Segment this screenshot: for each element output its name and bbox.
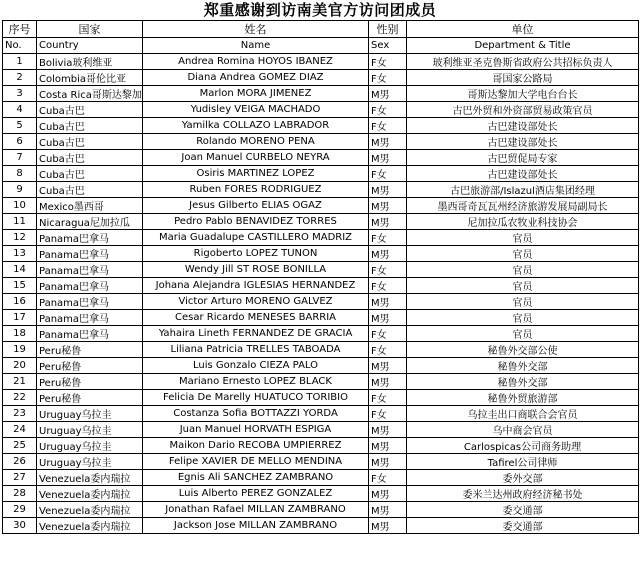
cell-no: 4 bbox=[3, 102, 37, 118]
cell-unit: 秘鲁外交部 bbox=[407, 374, 639, 390]
cell-unit: 委交通部 bbox=[407, 518, 639, 534]
cell-name: Luis Alberto PEREZ GONZALEZ bbox=[143, 486, 369, 502]
header-row-en bbox=[3, 38, 639, 54]
header-row-cn bbox=[3, 21, 639, 38]
cell-unit: 秘鲁外交部 bbox=[407, 358, 639, 374]
cell-name: Pedro Pablo BENAVIDEZ TORRES bbox=[143, 214, 369, 230]
table-row bbox=[3, 150, 639, 166]
cell-no: 22 bbox=[3, 390, 37, 406]
cell-country: Panama巴拿马 bbox=[37, 310, 143, 326]
cell-sex: M男 bbox=[369, 134, 407, 150]
cell-sex: M男 bbox=[369, 502, 407, 518]
table-row bbox=[3, 182, 639, 198]
cell-country: Colombia哥伦比亚 bbox=[37, 70, 143, 86]
table-row bbox=[3, 390, 639, 406]
cell-sex: F女 bbox=[369, 230, 407, 246]
cell-name: Yudisley VEIGA MACHADO bbox=[143, 102, 369, 118]
cell-unit: 官员 bbox=[407, 326, 639, 342]
cell-no: 11 bbox=[3, 214, 37, 230]
cell-no: 10 bbox=[3, 198, 37, 214]
cell-sex: M男 bbox=[369, 310, 407, 326]
cell-country: Nicaragua尼加拉瓜 bbox=[37, 214, 143, 230]
cell-name: Liliana Patricia TRELLES TABOADA bbox=[143, 342, 369, 358]
table-row bbox=[3, 54, 639, 70]
cell-unit: Tafirel公司律师 bbox=[407, 454, 639, 470]
cell-unit: 官员 bbox=[407, 310, 639, 326]
col-header-unit-cn: 单位 bbox=[407, 21, 639, 38]
table-row bbox=[3, 406, 639, 422]
cell-sex: M男 bbox=[369, 422, 407, 438]
table-row bbox=[3, 454, 639, 470]
cell-no: 25 bbox=[3, 438, 37, 454]
cell-unit: 哥国家公路局 bbox=[407, 70, 639, 86]
table-row bbox=[3, 246, 639, 262]
cell-name: Jesus Gilberto ELIAS OGAZ bbox=[143, 198, 369, 214]
cell-name: Diana Andrea GOMEZ DIAZ bbox=[143, 70, 369, 86]
cell-sex: F女 bbox=[369, 166, 407, 182]
cell-name: Ruben FORES RODRIGUEZ bbox=[143, 182, 369, 198]
cell-name: Maria Guadalupe CASTILLERO MADRIZ bbox=[143, 230, 369, 246]
cell-no: 5 bbox=[3, 118, 37, 134]
cell-no: 8 bbox=[3, 166, 37, 182]
cell-sex: F女 bbox=[369, 118, 407, 134]
cell-no: 28 bbox=[3, 486, 37, 502]
cell-name: Jonathan Rafael MILLAN ZAMBRANO bbox=[143, 502, 369, 518]
cell-country: Venezuela委内瑞拉 bbox=[37, 518, 143, 534]
cell-sex: F女 bbox=[369, 70, 407, 86]
cell-unit: 委米兰达州政府经济秘书处 bbox=[407, 486, 639, 502]
table-row bbox=[3, 438, 639, 454]
cell-unit: 官员 bbox=[407, 246, 639, 262]
cell-unit: 委外交部 bbox=[407, 470, 639, 486]
cell-sex: M男 bbox=[369, 150, 407, 166]
cell-name: Juan Manuel HORVATH ESPIGA bbox=[143, 422, 369, 438]
cell-unit: 委交通部 bbox=[407, 502, 639, 518]
cell-name: Felicia De Marelly HUATUCO TORIBIO bbox=[143, 390, 369, 406]
col-header-unit-en: Department & Title bbox=[407, 38, 639, 54]
cell-unit: 墨西哥奇瓦瓦州经济旅游发展局副局长 bbox=[407, 198, 639, 214]
cell-sex: M男 bbox=[369, 438, 407, 454]
cell-country: Bolivia玻利维亚 bbox=[37, 54, 143, 70]
cell-name: Costanza Sofia BOTTAZZI YORDA bbox=[143, 406, 369, 422]
page-title: 郑重感谢到访南美官方访问团成员 bbox=[203, 1, 437, 19]
cell-sex: M男 bbox=[369, 182, 407, 198]
cell-no: 12 bbox=[3, 230, 37, 246]
cell-name: Jackson Jose MILLAN ZAMBRANO bbox=[143, 518, 369, 534]
table-row bbox=[3, 310, 639, 326]
table-row bbox=[3, 422, 639, 438]
cell-unit: 尼加拉瓜农牧业科技协会 bbox=[407, 214, 639, 230]
cell-country: Panama巴拿马 bbox=[37, 262, 143, 278]
cell-no: 6 bbox=[3, 134, 37, 150]
cell-name: Cesar Ricardo MENESES BARRIA bbox=[143, 310, 369, 326]
cell-no: 30 bbox=[3, 518, 37, 534]
table-row bbox=[3, 278, 639, 294]
cell-sex: M男 bbox=[369, 294, 407, 310]
cell-unit: 古巴建设部处长 bbox=[407, 166, 639, 182]
cell-country: Venezuela委内瑞拉 bbox=[37, 486, 143, 502]
cell-country: Mexico墨西哥 bbox=[37, 198, 143, 214]
cell-no: 1 bbox=[3, 54, 37, 70]
cell-unit: 古巴外贸和外资部贸易政策官员 bbox=[407, 102, 639, 118]
cell-sex: F女 bbox=[369, 54, 407, 70]
cell-name: Rolando MORENO PENA bbox=[143, 134, 369, 150]
cell-sex: F女 bbox=[369, 470, 407, 486]
cell-country: Panama巴拿马 bbox=[37, 230, 143, 246]
table-row bbox=[3, 134, 639, 150]
table-row bbox=[3, 70, 639, 86]
cell-unit: 乌中商会官员 bbox=[407, 422, 639, 438]
cell-unit: 秘鲁外贸旅游部 bbox=[407, 390, 639, 406]
cell-name: Joan Manuel CURBELO NEYRA bbox=[143, 150, 369, 166]
table-row bbox=[3, 358, 639, 374]
cell-no: 13 bbox=[3, 246, 37, 262]
col-header-no-en: No. bbox=[3, 38, 37, 54]
table-row bbox=[3, 342, 639, 358]
cell-no: 23 bbox=[3, 406, 37, 422]
cell-unit: 古巴贸促局专家 bbox=[407, 150, 639, 166]
cell-country: Venezuela委内瑞拉 bbox=[37, 502, 143, 518]
cell-sex: M男 bbox=[369, 214, 407, 230]
cell-no: 26 bbox=[3, 454, 37, 470]
table-row bbox=[3, 374, 639, 390]
cell-sex: M男 bbox=[369, 198, 407, 214]
col-header-no-cn: 序号 bbox=[3, 21, 37, 38]
cell-no: 3 bbox=[3, 86, 37, 102]
table-row bbox=[3, 86, 639, 102]
cell-name: Yamilka COLLAZO LABRADOR bbox=[143, 118, 369, 134]
cell-unit: 官员 bbox=[407, 294, 639, 310]
table-row bbox=[3, 486, 639, 502]
cell-name: Johana Alejandra IGLESIAS HERNANDEZ bbox=[143, 278, 369, 294]
cell-no: 20 bbox=[3, 358, 37, 374]
table-row bbox=[3, 118, 639, 134]
cell-name: Maikon Dario RECOBA UMPIERREZ bbox=[143, 438, 369, 454]
cell-no: 29 bbox=[3, 502, 37, 518]
cell-unit: 古巴建设部处长 bbox=[407, 134, 639, 150]
cell-no: 15 bbox=[3, 278, 37, 294]
cell-sex: M男 bbox=[369, 358, 407, 374]
cell-sex: F女 bbox=[369, 326, 407, 342]
col-header-country-en: Country bbox=[37, 38, 143, 54]
cell-name: Egnis Ali SANCHEZ ZAMBRANO bbox=[143, 470, 369, 486]
cell-unit: 乌拉圭出口商联合会官员 bbox=[407, 406, 639, 422]
cell-country: Peru秘鲁 bbox=[37, 390, 143, 406]
cell-unit: 官员 bbox=[407, 278, 639, 294]
cell-no: 21 bbox=[3, 374, 37, 390]
table-row bbox=[3, 502, 639, 518]
cell-sex: M男 bbox=[369, 454, 407, 470]
table-row bbox=[3, 198, 639, 214]
cell-country: Costa Rica哥斯达黎加 bbox=[37, 86, 143, 102]
cell-sex: M男 bbox=[369, 374, 407, 390]
cell-sex: M男 bbox=[369, 86, 407, 102]
cell-country: Peru秘鲁 bbox=[37, 342, 143, 358]
col-header-sex-en: Sex bbox=[369, 38, 407, 54]
cell-name: Andrea Romina HOYOS IBANEZ bbox=[143, 54, 369, 70]
cell-no: 7 bbox=[3, 150, 37, 166]
cell-name: Mariano Ernesto LOPEZ BLACK bbox=[143, 374, 369, 390]
cell-unit: 官员 bbox=[407, 262, 639, 278]
cell-no: 16 bbox=[3, 294, 37, 310]
col-header-sex-cn: 性别 bbox=[369, 21, 407, 38]
table-row bbox=[3, 102, 639, 118]
cell-sex: F女 bbox=[369, 406, 407, 422]
cell-unit: 古巴旅游部/Islazul酒店集团经理 bbox=[407, 182, 639, 198]
cell-country: Panama巴拿马 bbox=[37, 278, 143, 294]
cell-country: Uruguay乌拉圭 bbox=[37, 406, 143, 422]
cell-sex: F女 bbox=[369, 278, 407, 294]
cell-no: 27 bbox=[3, 470, 37, 486]
cell-no: 17 bbox=[3, 310, 37, 326]
cell-country: Uruguay乌拉圭 bbox=[37, 454, 143, 470]
cell-name: Felipe XAVIER DE MELLO MENDINA bbox=[143, 454, 369, 470]
cell-sex: F女 bbox=[369, 390, 407, 406]
table-row bbox=[3, 326, 639, 342]
cell-country: Peru秘鲁 bbox=[37, 358, 143, 374]
cell-country: Cuba古巴 bbox=[37, 150, 143, 166]
cell-sex: M男 bbox=[369, 246, 407, 262]
table-row bbox=[3, 518, 639, 534]
cell-country: Cuba古巴 bbox=[37, 102, 143, 118]
cell-name: Yahaira Lineth FERNANDEZ DE GRACIA bbox=[143, 326, 369, 342]
table-row bbox=[3, 214, 639, 230]
cell-country: Cuba古巴 bbox=[37, 182, 143, 198]
cell-country: Panama巴拿马 bbox=[37, 326, 143, 342]
col-header-name-en: Name bbox=[143, 38, 369, 54]
table-row bbox=[3, 262, 639, 278]
cell-name: Wendy Jill ST ROSE BONILLA bbox=[143, 262, 369, 278]
cell-country: Cuba古巴 bbox=[37, 166, 143, 182]
cell-no: 2 bbox=[3, 70, 37, 86]
cell-name: Victor Arturo MORENO GALVEZ bbox=[143, 294, 369, 310]
cell-unit: 秘鲁外交部公使 bbox=[407, 342, 639, 358]
cell-sex: M男 bbox=[369, 518, 407, 534]
cell-name: Marlon MORA JIMENEZ bbox=[143, 86, 369, 102]
cell-no: 18 bbox=[3, 326, 37, 342]
cell-country: Cuba古巴 bbox=[37, 118, 143, 134]
cell-no: 19 bbox=[3, 342, 37, 358]
table-row bbox=[3, 294, 639, 310]
delegation-table bbox=[2, 20, 639, 534]
cell-unit: Carlospicas公司商务助理 bbox=[407, 438, 639, 454]
col-header-name-cn: 姓名 bbox=[143, 21, 369, 38]
table-row bbox=[3, 470, 639, 486]
cell-unit: 官员 bbox=[407, 230, 639, 246]
cell-sex: F女 bbox=[369, 102, 407, 118]
cell-name: Osiris MARTINEZ LOPEZ bbox=[143, 166, 369, 182]
cell-country: Cuba古巴 bbox=[37, 134, 143, 150]
table-row bbox=[3, 230, 639, 246]
cell-no: 14 bbox=[3, 262, 37, 278]
cell-name: Luis Gonzalo CIEZA PALO bbox=[143, 358, 369, 374]
cell-country: Venezuela委内瑞拉 bbox=[37, 470, 143, 486]
cell-country: Uruguay乌拉圭 bbox=[37, 422, 143, 438]
cell-no: 24 bbox=[3, 422, 37, 438]
cell-sex: F女 bbox=[369, 262, 407, 278]
cell-name: Rigoberto LOPEZ TUNON bbox=[143, 246, 369, 262]
table-row bbox=[3, 166, 639, 182]
cell-country: Panama巴拿马 bbox=[37, 294, 143, 310]
cell-country: Uruguay乌拉圭 bbox=[37, 438, 143, 454]
cell-country: Peru秘鲁 bbox=[37, 374, 143, 390]
cell-unit: 古巴建设部处长 bbox=[407, 118, 639, 134]
table-body bbox=[3, 54, 639, 534]
cell-unit: 哥斯达黎加大学电台台长 bbox=[407, 86, 639, 102]
cell-sex: M男 bbox=[369, 486, 407, 502]
col-header-country-cn: 国家 bbox=[37, 21, 143, 38]
cell-no: 9 bbox=[3, 182, 37, 198]
cell-country: Panama巴拿马 bbox=[37, 246, 143, 262]
cell-sex: F女 bbox=[369, 342, 407, 358]
cell-unit: 玻利维亚圣克鲁斯省政府公共招标负责人 bbox=[407, 54, 639, 70]
